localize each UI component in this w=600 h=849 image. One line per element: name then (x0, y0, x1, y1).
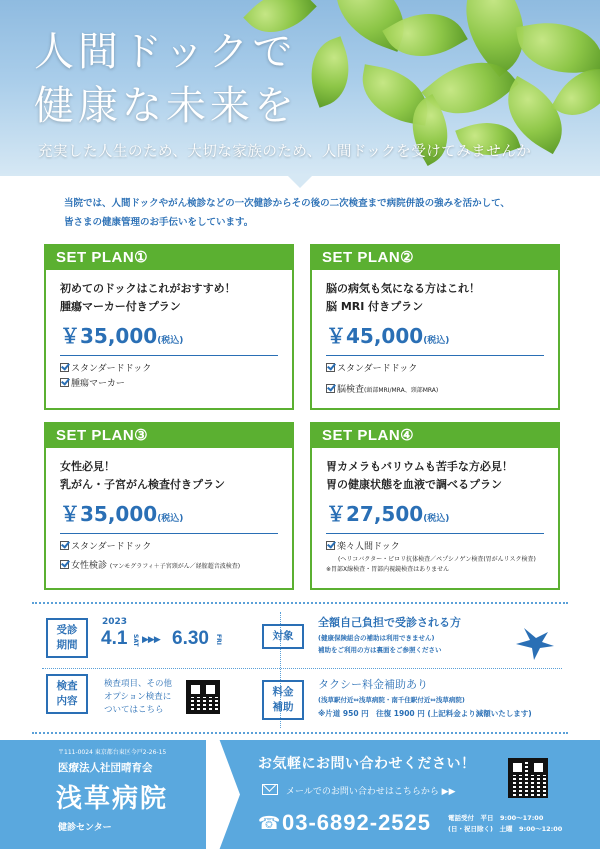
arrow-icon: ▶▶▶ (142, 635, 160, 645)
plan-price (60, 320, 278, 349)
hero-title-line2: 健康な未来を (34, 83, 298, 129)
fee-note: ※片道 950 円 往復 1900 円 (上記料金より減額いたします) (318, 709, 532, 718)
plan-name: 乳がん・子宮がん検査付きプラン (60, 478, 225, 491)
plan-header: SET PLAN② (312, 246, 558, 270)
plan-card-1 (44, 244, 294, 410)
tag-line: 検査 (56, 680, 78, 692)
corporation-name: 医療法人社団晴育会 (58, 762, 153, 774)
period-from: 4.1 (101, 628, 128, 649)
plan-item-label: 女性検診 (71, 561, 108, 571)
plan-item (326, 362, 544, 377)
plan-item (60, 559, 278, 574)
content-line: ついてはこちら (104, 705, 164, 715)
target-title: 全額自己負担で受診される方 (318, 616, 461, 629)
plan-name: 脳 MRI 付きプラン (326, 300, 424, 313)
checkbox-icon (60, 363, 69, 372)
mail-link[interactable]: メールでのお問い合わせはこちらから ▶▶ (286, 787, 456, 797)
plan-item (326, 540, 544, 555)
contact-heading: お気軽にお問い合わせください！ (258, 756, 476, 772)
plan-card-2 (310, 244, 560, 410)
divider (60, 533, 278, 534)
mail-icon (262, 784, 278, 795)
intro-text (64, 194, 544, 232)
hours-line: (日・祝日除く) 土曜 9:00〜12:00 (448, 825, 563, 833)
checkbox-icon (60, 541, 69, 550)
plan-price (60, 498, 278, 527)
hero-title-line1: 人間ドックで (34, 29, 297, 75)
hero-banner (0, 0, 600, 176)
plan-header: SET PLAN① (46, 246, 292, 270)
plan-header: SET PLAN④ (312, 424, 558, 448)
qr-code[interactable] (508, 758, 548, 798)
plan-item (60, 362, 278, 377)
checkbox-icon (326, 363, 335, 372)
plan-lead: 胃カメラもバリウムも苦手な方必見！ (326, 460, 513, 473)
price-value: ￥35,000 (60, 324, 158, 348)
intro-line: 皆さまの健康管理のお手伝いをしています。 (64, 217, 254, 228)
content-text (104, 678, 172, 717)
content-line: 検査項目、その他 (104, 679, 173, 689)
phone-hours (448, 813, 562, 835)
plan-item-label: スタンダードドック (337, 364, 418, 374)
tag-line: 内容 (56, 695, 78, 707)
price-tax: (税込) (157, 336, 184, 346)
plan-item (60, 377, 278, 392)
period-to-dow: FRI (215, 634, 222, 645)
intro-line: 当院では、人間ドックやがん検診などの一次健診からその後の二次検査まで病院併設の強みを活かして、 (64, 198, 510, 209)
plan-price (326, 320, 544, 349)
price-tax: (税込) (157, 514, 184, 524)
qr-code[interactable] (186, 680, 220, 714)
plan-item-note: (頭部MRI/MRA、頸部MRA) (364, 387, 439, 394)
hero-notch (288, 176, 312, 188)
plan-name: 胃の健康状態を血液で調べるプラン (326, 478, 502, 491)
phone-number[interactable]: 03-6892-2525 (282, 810, 432, 835)
hospital-name: 浅草病院 (56, 784, 169, 814)
plan-note: ※胃部X線検査・胃部内視鏡検査はありません (326, 566, 450, 573)
phone-icon: ☎ (258, 813, 281, 834)
bird-icon (514, 626, 556, 662)
target-note: (健康保険組合の補助は利用できません) (318, 634, 435, 642)
price-value: ￥35,000 (60, 502, 158, 526)
price-tax: (税込) (423, 514, 450, 524)
content-line: オプション検査に (104, 692, 172, 702)
plan-header: SET PLAN③ (46, 424, 292, 448)
plan-price (326, 498, 544, 527)
tag-line: 対象 (272, 630, 294, 642)
checkbox-icon (326, 541, 335, 550)
price-value: ￥27,500 (326, 502, 424, 526)
plan-item-label: 楽々人間ドック (337, 542, 400, 552)
plan-lead: 女性必見！ (60, 460, 115, 473)
price-tax: (税込) (423, 336, 450, 346)
period-to: 6.30 (172, 628, 209, 649)
plan-lead: 初めてのドックはこれがおすすめ！ (60, 282, 236, 295)
period-from-dow: SAT (132, 634, 139, 647)
target-note: 補助をご利用の方は裏面をご参照ください (318, 646, 442, 654)
plan-item-label: スタンダードドック (71, 364, 152, 374)
plan-item-label: 腫瘍マーカー (71, 379, 125, 389)
tag-line: 期間 (56, 639, 78, 651)
period-tag (46, 618, 88, 658)
leaf-decoration (299, 36, 361, 107)
plan-name: 腫瘍マーカー付きプラン (60, 300, 181, 313)
divider (60, 355, 278, 356)
plan-card-4 (310, 422, 560, 590)
fee-note: (浅草駅付近⇔浅草病院・南千住駅付近⇔浅草病院) (318, 696, 465, 704)
hospital-address: 〒111-0024 東京都台東区今戸2-26-15 (58, 749, 167, 756)
fee-tag (262, 680, 304, 720)
fee-title: タクシー料金補助あり (318, 678, 428, 691)
hours-line: 電話受付 平日 9:00〜17:00 (448, 814, 544, 822)
period-year: 2023 (102, 617, 128, 627)
plan-note: (ヘリコバクター・ピロリ抗体検査／ペプシノゲン検査(胃がんリスク検査) (338, 556, 536, 563)
target-tag (262, 624, 304, 649)
center-name: 健診センター (58, 823, 112, 833)
tag-line: 補助 (272, 701, 294, 713)
plan-item (60, 540, 278, 555)
price-value: ￥45,000 (326, 324, 424, 348)
plan-lead: 脳の病気も気になる方はこれ！ (326, 282, 480, 295)
content-tag (46, 674, 88, 714)
tag-line: 受診 (56, 624, 78, 636)
plan-item (326, 383, 544, 398)
hero-subtitle: 充実した人生のため、大切な家族のため、人間ドックを受けてみませんか (38, 144, 532, 160)
plan-item-label: スタンダードドック (71, 542, 152, 552)
plan-card-3 (44, 422, 294, 590)
plan-item-note: (マンモグラフィ＋子宮頸がん／経膣超音波検査) (109, 563, 241, 570)
divider (326, 355, 544, 356)
checkbox-icon (326, 384, 335, 393)
divider (326, 533, 544, 534)
checkbox-icon (60, 560, 69, 569)
divider (42, 668, 562, 669)
plan-item-label: 脳検査 (337, 385, 365, 395)
checkbox-icon (60, 378, 69, 387)
tag-line: 料金 (272, 686, 294, 698)
